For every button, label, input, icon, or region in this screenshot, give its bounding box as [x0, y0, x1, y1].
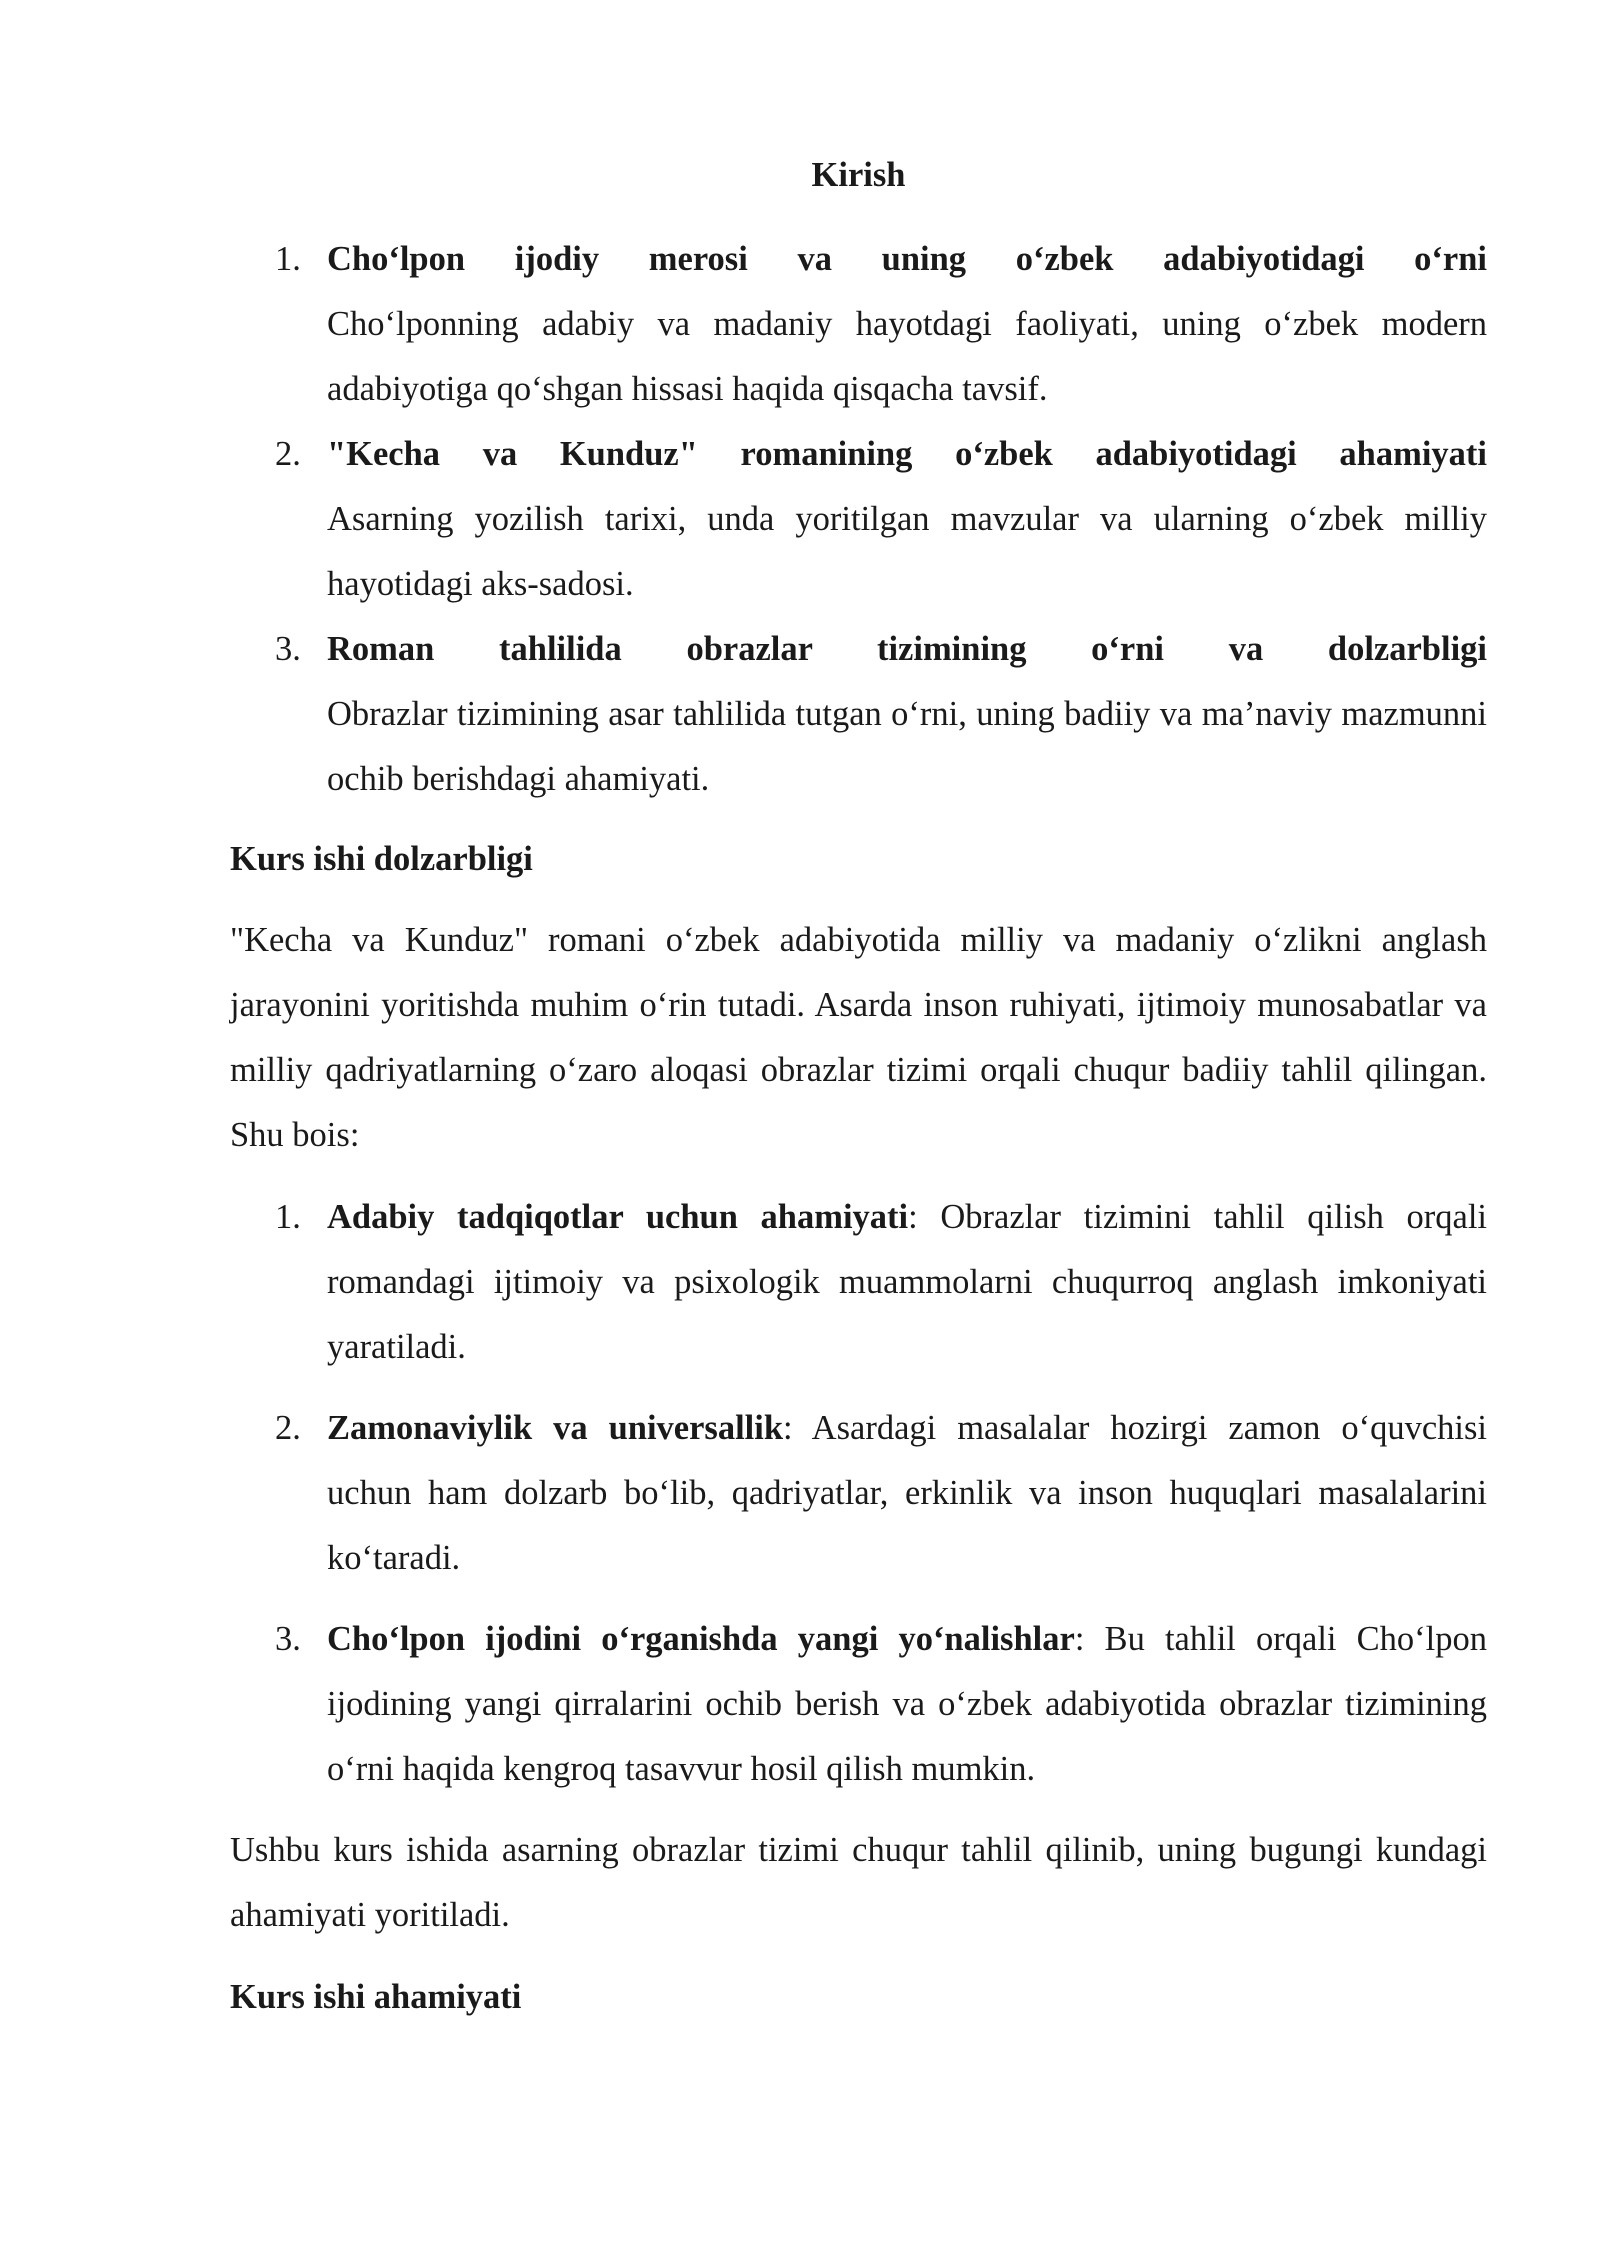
outline-item [230, 227, 1487, 422]
relevance-item-heading: Adabiy tadqiqotlar uchun ahamiyati [327, 1198, 909, 1236]
relevance-item [230, 1396, 1487, 1591]
relevance-item-text: : Asardagi masalalar hozirgi zamon o‘quvchisi uchun ham dolzarb bo‘lib, qadriyatlar, erkinlik va inson huquqlari masalalarini ko‘taradi. [327, 1409, 1487, 1577]
list-number: 1. [275, 240, 301, 278]
outline-item-description: Obrazlar tizimining asar tahlilida tutgan o‘rni, uning badiiy va ma’naviy mazmunni ochib berishdagi ahamiyati. [327, 695, 1487, 798]
list-number: 2. [275, 1409, 301, 1447]
outline-item-heading: Cho‘lpon ijodiy merosi va uning o‘zbek adabiyotidagi o‘rni [327, 240, 1487, 278]
outline-item [230, 617, 1487, 812]
list-number: 3. [275, 1620, 301, 1658]
list-number: 1. [275, 1198, 301, 1236]
relevance-item-text: : Bu tahlil orqali Cho‘lpon ijodining yangi qirralarini ochib berish va o‘zbek adabiyotida obrazlar tizimining o‘rni haqida kengroq tasavvur hosil qilish mumkin. [327, 1620, 1487, 1788]
relevance-item-text: : Obrazlar tizimini tahlil qilish orqali romandagi ijtimoiy va psixologik muammolarni chuqurroq anglash imkoniyati yaratiladi. [327, 1198, 1487, 1366]
relevance-list [230, 1185, 1487, 1802]
list-number: 3. [275, 630, 301, 668]
list-number: 2. [275, 435, 301, 473]
relevance-item-heading: Cho‘lpon ijodini o‘rganishda yangi yo‘nalishlar [327, 1620, 1075, 1658]
relevance-item [230, 1607, 1487, 1802]
outline-item-heading: "Kecha va Kunduz" romanining o‘zbek adabiyotidagi ahamiyati [327, 435, 1487, 473]
section-heading-significance: Kurs ishi ahamiyati [230, 1978, 522, 2016]
relevance-intro-paragraph: "Kecha va Kunduz" romani o‘zbek adabiyotida milliy va madaniy o‘zlikni anglash jarayonini yoritishda muhim o‘rin tutadi. Asarda inson ruhiyati, ijtimoiy munosabatlar va milliy qadriyatlarning o‘zaro aloqasi obrazlar tizimi orqali chuqur badiiy tahlil qilingan. Shu bois: [230, 921, 1487, 1154]
outline-item-description: Asarning yozilish tarixi, unda yoritilgan mavzular va ularning o‘zbek milliy hayotidagi aks-sadosi. [327, 500, 1487, 603]
relevance-conclusion-paragraph: Ushbu kurs ishida asarning obrazlar tizimi chuqur tahlil qilinib, uning bugungi kundagi ahamiyati yoritiladi. [230, 1831, 1487, 1934]
outline-item-heading: Roman tahlilida obrazlar tizimining o‘rni va dolzarbligi [327, 630, 1487, 668]
document-page [230, 140, 1487, 2046]
intro-outline-list [230, 227, 1487, 812]
relevance-item-heading: Zamonaviylik va universallik [327, 1409, 784, 1447]
page-title: Kirish [811, 156, 906, 194]
relevance-item [230, 1185, 1487, 1380]
section-heading-relevance: Kurs ishi dolzarbligi [230, 840, 533, 878]
outline-item [230, 422, 1487, 617]
outline-item-description: Cho‘lponning adabiy va madaniy hayotdagi faoliyati, uning o‘zbek modern adabiyotiga qo‘shgan hissasi haqida qisqacha tavsif. [327, 305, 1487, 408]
